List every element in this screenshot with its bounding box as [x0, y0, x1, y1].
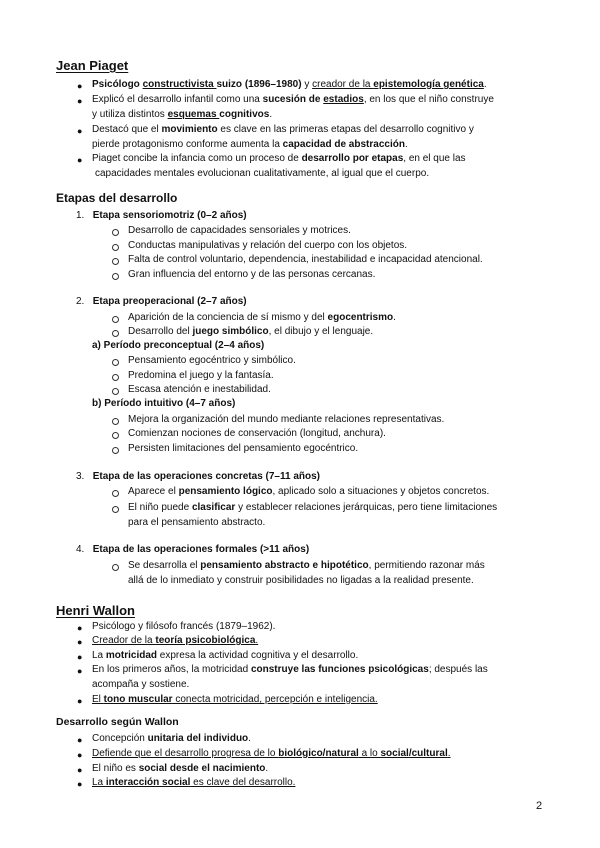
stage-4-heading: 4. Etapa de las operaciones formales (>11 años): [76, 544, 310, 555]
list-item: Explicó el desarrollo infantil como una sucesión de estadios, en los que el niño construye y utiliza distintos esquemas cognitivos.: [92, 94, 494, 120]
bullet-icon: ●: [77, 623, 83, 633]
stage-2-heading: 2. Etapa preoperacional (2–7 años): [76, 296, 247, 307]
list-item: Concepción unitaria del individuo.: [92, 733, 251, 744]
section-heading-piaget: Jean Piaget: [56, 58, 129, 73]
circle-bullet-icon: [112, 418, 119, 425]
list-item: Destacó que el movimiento es clave en las primeras etapas del desarrollo cognitivo y pierde protagonismo conforme aumenta la capacidad de abstracción.: [92, 124, 474, 150]
list-item: Creador de la teoría psicobiológica.: [92, 635, 259, 646]
list-item: Mejora la organización del mundo mediante relaciones representativas.: [128, 414, 445, 425]
section-heading-wallon: Henri Wallon: [56, 603, 135, 618]
bullet-icon: ●: [77, 637, 83, 647]
list-item: Se desarrolla el pensamiento abstracto e hipotético, permitiendo razonar más allá de lo inmediato y construir posibilidades no ligadas a la realidad presente.: [128, 560, 485, 586]
section-heading-desarrollo-wallon: Desarrollo según Wallon: [56, 716, 179, 728]
list-item: Aparece el pensamiento lógico, aplicado solo a situaciones y objetos concretos.: [128, 486, 490, 497]
list-item: Desarrollo de capacidades sensoriales y motrices.: [128, 225, 351, 236]
bullet-icon: ●: [77, 666, 83, 676]
list-item: Escasa atención e inestabilidad.: [128, 384, 271, 395]
bullet-icon: ●: [77, 750, 83, 760]
circle-bullet-icon: [112, 447, 119, 454]
list-item: Persisten limitaciones del pensamiento egocéntrico.: [128, 443, 359, 454]
circle-bullet-icon: [112, 316, 119, 323]
list-item: Comienzan nociones de conservación (longitud, anchura).: [128, 428, 386, 439]
list-item: El niño puede clasificar y establecer relaciones jerárquicas, pero tiene limitaciones para el pensamiento abstracto.: [128, 502, 498, 528]
circle-bullet-icon: [112, 273, 119, 280]
bullet-icon: ●: [77, 765, 83, 775]
circle-bullet-icon: [112, 258, 119, 265]
sub-period-b-heading: b) Período intuitivo (4–7 años): [92, 398, 236, 409]
list-item: Pensamiento egocéntrico y simbólico.: [128, 355, 296, 366]
list-item: En los primeros años, la motricidad construye las funciones psicológicas; después las acompaña y sostiene.: [92, 664, 488, 690]
circle-bullet-icon: [112, 490, 119, 497]
circle-bullet-icon: [112, 330, 119, 337]
list-item: Conductas manipulativas y relación del cuerpo con los objetos.: [128, 240, 408, 251]
stage-3-heading: 3. Etapa de las operaciones concretas (7–11 años): [76, 471, 321, 482]
circle-bullet-icon: [112, 432, 119, 439]
circle-bullet-icon: [112, 244, 119, 251]
circle-bullet-icon: [112, 564, 119, 571]
list-item: El tono muscular conecta motricidad, percepción e inteligencia.: [92, 694, 378, 705]
list-item: Gran influencia del entorno y de las personas cercanas.: [128, 269, 376, 280]
list-item: Psicólogo y filósofo francés (1879–1962).: [92, 621, 276, 632]
circle-bullet-icon: [112, 388, 119, 395]
circle-bullet-icon: [112, 374, 119, 381]
list-item: Defiende que el desarrollo progresa de lo biológico/natural a lo social/cultural.: [92, 748, 451, 759]
bullet-icon: ●: [77, 735, 83, 745]
bullet-icon: ●: [77, 652, 83, 662]
bullet-icon: ●: [77, 81, 83, 91]
list-item: La motricidad expresa la actividad cognitiva y el desarrollo.: [92, 650, 359, 661]
circle-bullet-icon: [112, 359, 119, 366]
page-number: 2: [536, 800, 543, 812]
list-item: El niño es social desde el nacimiento.: [92, 763, 269, 774]
list-item: Falta de control voluntario, dependencia, inestabilidad e incapacidad atencional.: [128, 254, 483, 265]
list-item: Piaget concibe la infancia como un proceso de desarrollo por etapas, en el que las capacidades mentales evolucionan cualitativamente, al igual que el cuerpo.: [92, 153, 466, 179]
bullet-icon: ●: [77, 779, 83, 789]
list-item: Aparición de la conciencia de sí mismo y del egocentrismo.: [128, 312, 396, 323]
list-item: Psicólogo constructivista suizo (1896–1980) y creador de la epistemología genética.: [92, 79, 487, 90]
circle-bullet-icon: [112, 506, 119, 513]
section-heading-etapas: Etapas del desarrollo: [56, 191, 178, 205]
bullet-icon: ●: [77, 696, 83, 706]
sub-period-a-heading: a) Período preconceptual (2–4 años): [92, 340, 265, 351]
bullet-icon: ●: [77, 96, 83, 106]
circle-bullet-icon: [112, 229, 119, 236]
list-item: Predomina el juego y la fantasía.: [128, 370, 274, 381]
stage-1-heading: 1. Etapa sensoriomotriz (0–2 años): [76, 210, 247, 221]
bullet-icon: ●: [77, 126, 83, 136]
bullet-icon: ●: [77, 155, 83, 165]
list-item: Desarrollo del juego simbólico, el dibujo y el lenguaje.: [128, 326, 374, 337]
list-item: La interacción social es clave del desarrollo.: [92, 777, 296, 788]
